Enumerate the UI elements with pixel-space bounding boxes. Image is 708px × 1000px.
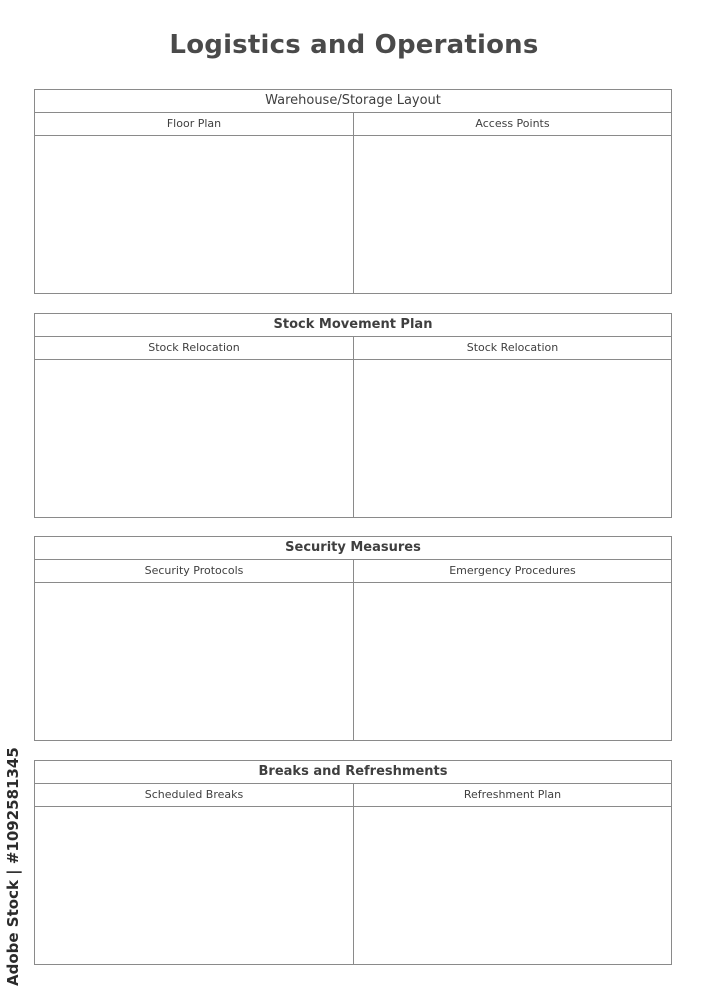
column-header: Scheduled Breaks bbox=[35, 784, 353, 807]
column-header: Floor Plan bbox=[35, 113, 353, 136]
column-scheduled-breaks bbox=[35, 784, 353, 964]
column-stock-relocation-2 bbox=[353, 337, 671, 517]
column-header: Security Protocols bbox=[35, 560, 353, 583]
writing-area[interactable] bbox=[35, 360, 353, 517]
writing-area[interactable] bbox=[35, 583, 353, 740]
column-header: Stock Relocation bbox=[354, 337, 671, 360]
column-floor-plan bbox=[35, 113, 353, 293]
column-header: Emergency Procedures bbox=[354, 560, 671, 583]
writing-area[interactable] bbox=[354, 360, 671, 517]
column-header: Refreshment Plan bbox=[354, 784, 671, 807]
column-access-points bbox=[353, 113, 671, 293]
stock-watermark: Adobe Stock | #1092581345 bbox=[4, 747, 22, 986]
column-header: Stock Relocation bbox=[35, 337, 353, 360]
section-title: Security Measures bbox=[35, 537, 671, 560]
section-title: Breaks and Refreshments bbox=[35, 761, 671, 784]
column-emergency-procedures bbox=[353, 560, 671, 740]
column-stock-relocation-1 bbox=[35, 337, 353, 517]
page-title: Logistics and Operations bbox=[169, 30, 539, 60]
section-warehouse-storage-layout bbox=[34, 89, 672, 294]
writing-area[interactable] bbox=[354, 136, 671, 293]
section-title: Warehouse/Storage Layout bbox=[35, 90, 671, 113]
column-refreshment-plan bbox=[353, 784, 671, 964]
section-breaks-and-refreshments bbox=[34, 760, 672, 965]
writing-area[interactable] bbox=[354, 583, 671, 740]
writing-area[interactable] bbox=[35, 136, 353, 293]
section-stock-movement-plan bbox=[34, 313, 672, 518]
column-header: Access Points bbox=[354, 113, 671, 136]
section-security-measures bbox=[34, 536, 672, 741]
writing-area[interactable] bbox=[35, 807, 353, 964]
column-security-protocols bbox=[35, 560, 353, 740]
writing-area[interactable] bbox=[354, 807, 671, 964]
section-title: Stock Movement Plan bbox=[35, 314, 671, 337]
